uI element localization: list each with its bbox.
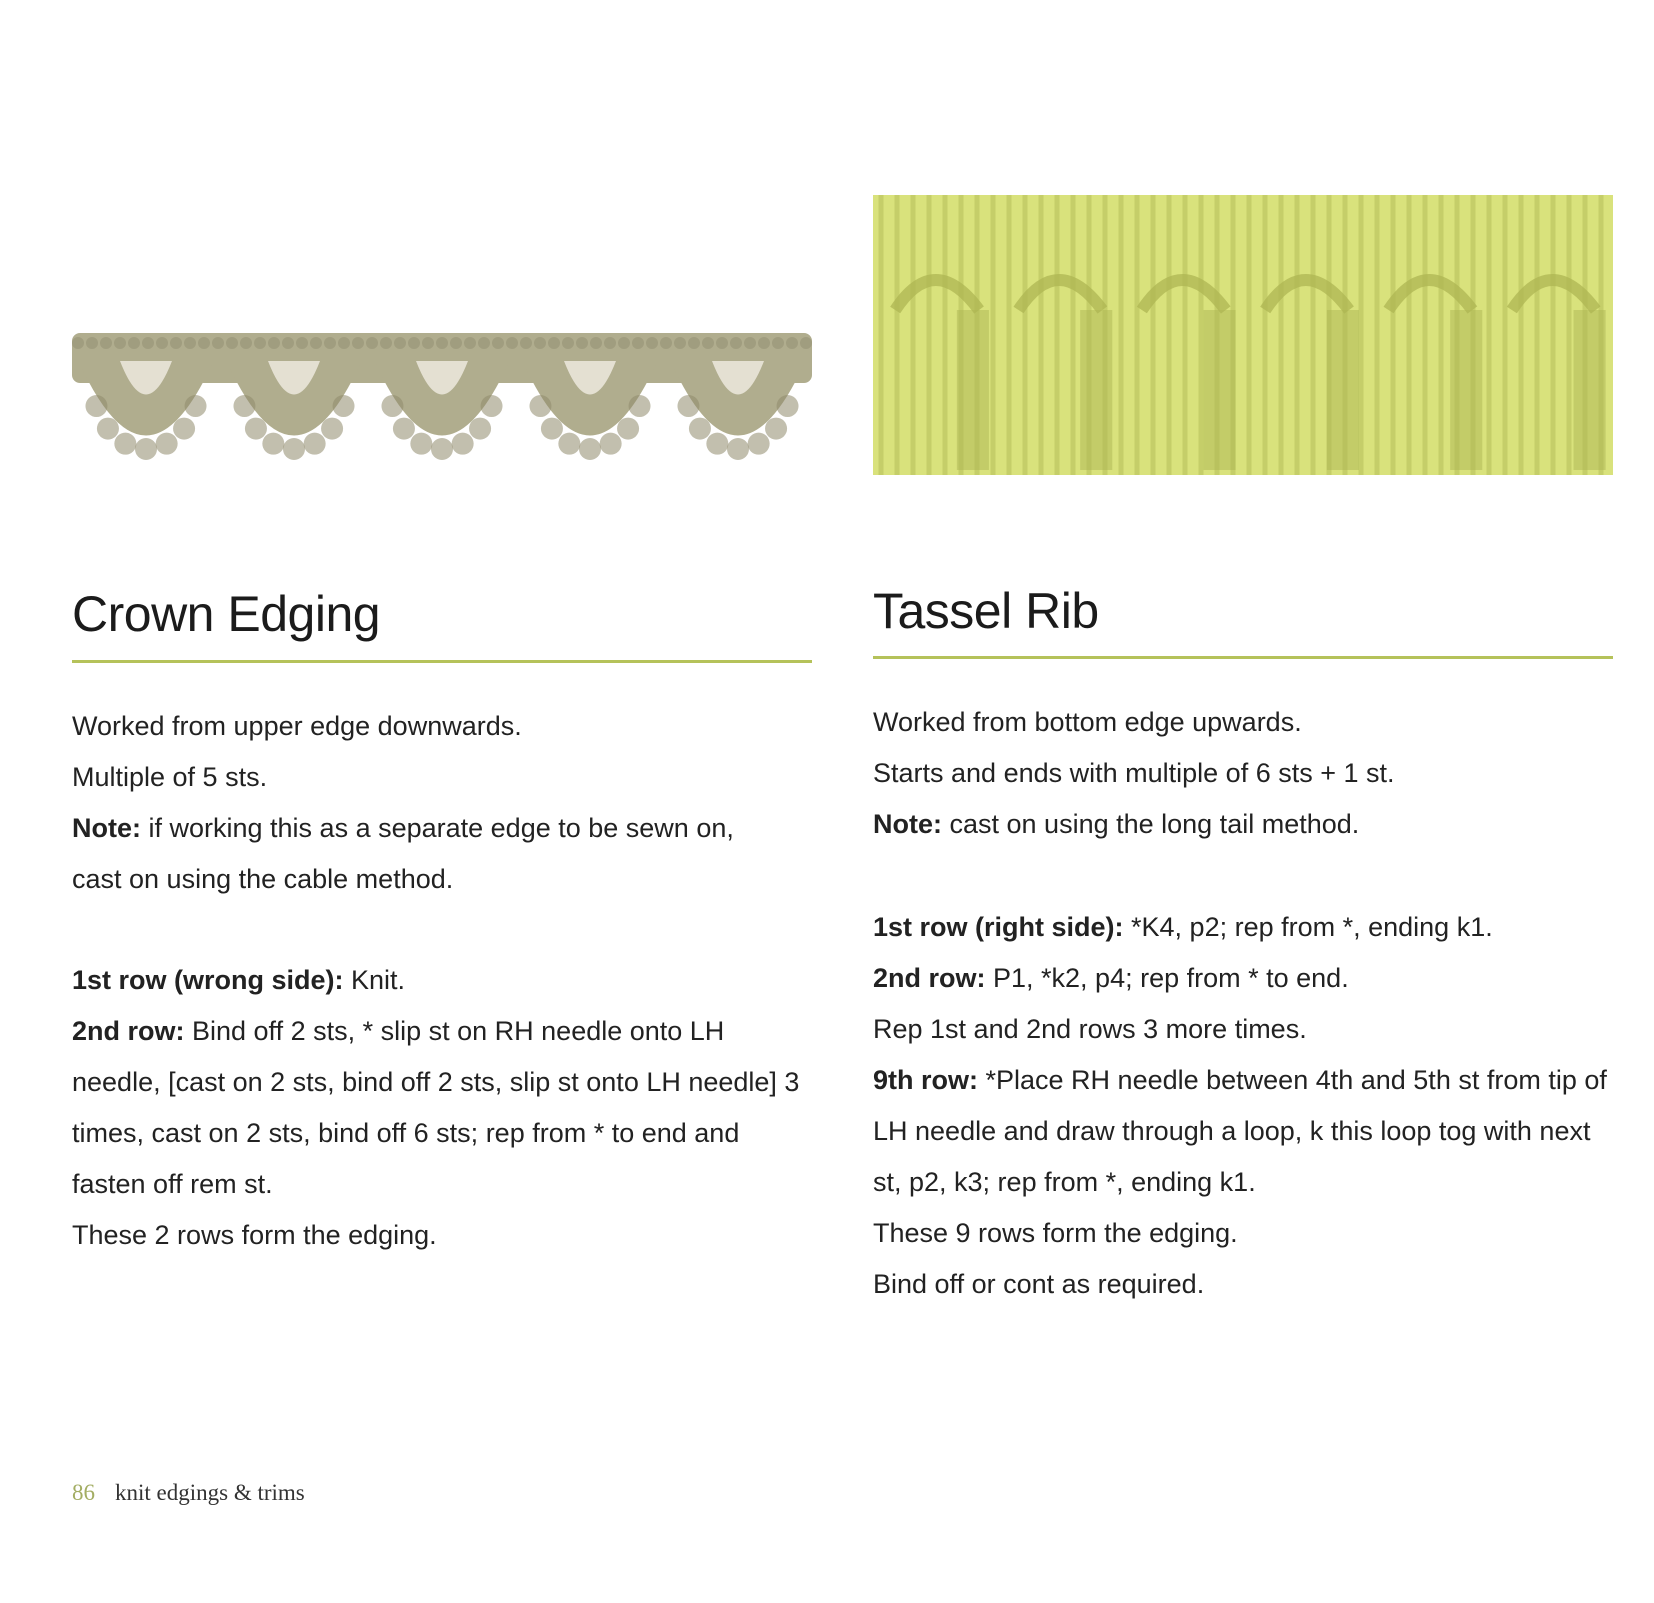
crown-picot: [671, 361, 804, 460]
note-label: Note:: [72, 813, 141, 843]
page-number: 86: [72, 1480, 95, 1505]
crown-picot: [375, 361, 508, 460]
note-text: cast on using the long tail method.: [942, 809, 1360, 839]
tassel-rib-repeat: Rep 1st and 2nd rows 3 more times.: [873, 1014, 1307, 1044]
crown-edging-title: Crown Edging: [72, 586, 381, 642]
crown-edging-rule: [72, 660, 812, 663]
purl-channel: [957, 310, 989, 470]
tassel-rib-photo: [873, 195, 1613, 475]
crown-edging-intro-1: Worked from upper edge downwards.: [72, 711, 522, 741]
row-text: P1, *k2, p4; rep from * to end.: [985, 963, 1349, 993]
note-text: if working this as a separate edge to be sewn on, cast on using the cable method.: [72, 813, 734, 894]
row-text: *Place RH needle between 4th and 5th st from tip of LH needle and draw through a loop, k this loop tog with next st, p2, k3; rep from *, ending k1.: [873, 1065, 1607, 1197]
tassel-rib-rule: [873, 656, 1613, 659]
row-label: 2nd row:: [873, 963, 986, 993]
crown-picot: [79, 361, 212, 460]
tassel-rib-intro-1: Worked from bottom edge upwards.: [873, 707, 1302, 737]
crown-edging-photo: [72, 333, 812, 488]
tassel-rib-intro-2: Starts and ends with multiple of 6 sts + 1 st.: [873, 758, 1395, 788]
row-label: 2nd row:: [72, 1016, 185, 1046]
purl-channel: [1450, 310, 1482, 470]
row-label: 1st row (wrong side):: [72, 965, 344, 995]
page-footer: [72, 1480, 305, 1506]
tassel-rib-row-1: [873, 902, 1613, 953]
note-label: Note:: [873, 809, 942, 839]
tassel-rib-title: Tassel Rib: [873, 583, 1099, 639]
crown-edging-closing: These 2 rows form the edging.: [72, 1220, 437, 1250]
purl-channel: [1204, 310, 1236, 470]
purl-channel: [1327, 310, 1359, 470]
tassel-rib-closing-2: Bind off or cont as required.: [873, 1269, 1205, 1299]
tassel-rib-closing-1: These 9 rows form the edging.: [873, 1218, 1238, 1248]
row-text: Bind off 2 sts, * slip st on RH needle onto LH needle, [cast on 2 sts, bind off 2 sts, slip st onto LH needle] 3 times, cast on 2 sts, bind off 6 sts; rep from * to end and fasten off rem st.: [72, 1016, 800, 1199]
crown-edging-row-1: [72, 955, 812, 1006]
row-label: 1st row (right side):: [873, 912, 1124, 942]
crown-edging-intro-2: Multiple of 5 sts.: [72, 762, 268, 792]
crown-picot: [227, 361, 360, 460]
row-label: 9th row:: [873, 1065, 978, 1095]
tassel-rib-note: [873, 799, 1613, 850]
crown-picot: [523, 361, 656, 460]
purl-channel: [1574, 310, 1606, 470]
crown-edging-row-2: [72, 1006, 812, 1210]
purl-channel: [1080, 310, 1112, 470]
row-text: *K4, p2; rep from *, ending k1.: [1123, 912, 1493, 942]
row-text: Knit.: [343, 965, 406, 995]
tassel-rib-row-9: [873, 1055, 1608, 1208]
tassel-rib-knit: [873, 195, 1613, 475]
crown-edging-note: [72, 803, 772, 905]
tassel-rib-row-2: [873, 953, 1613, 1004]
crown-edging-knit: [72, 333, 812, 460]
running-head: knit edgings & trims: [115, 1480, 305, 1505]
